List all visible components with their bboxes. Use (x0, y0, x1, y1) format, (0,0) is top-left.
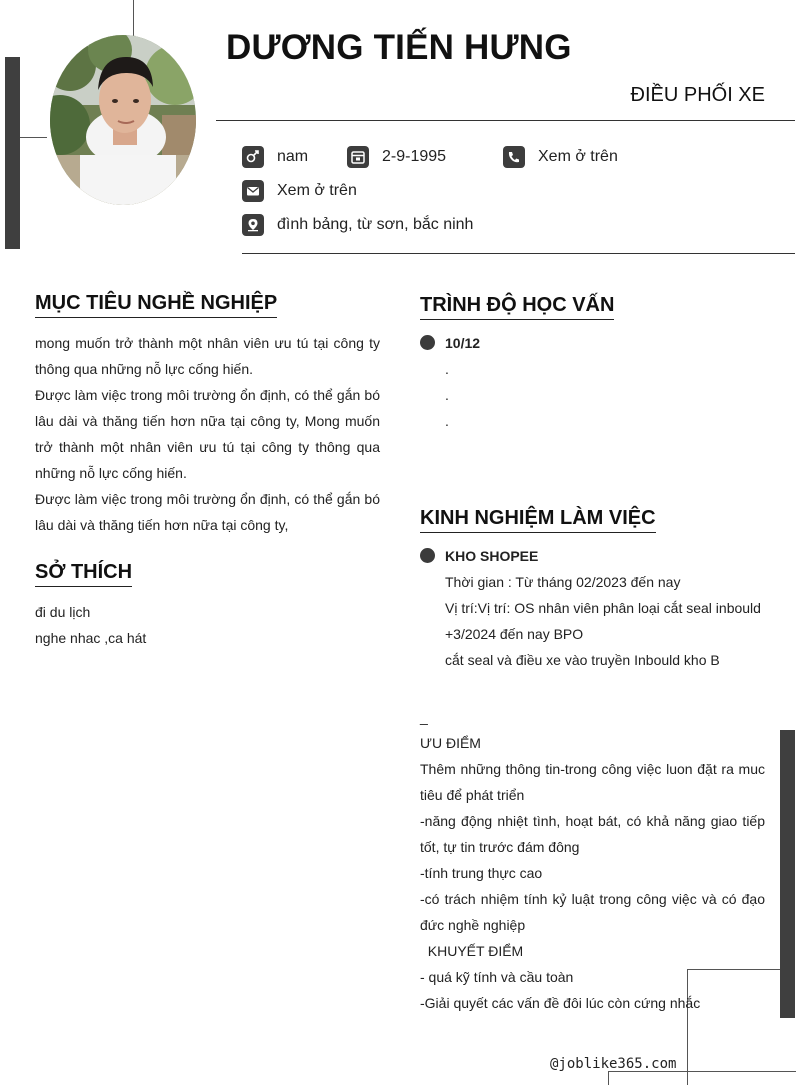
gender-icon (242, 146, 264, 168)
experience-line: cắt seal và điều xe vào truyền Inbould kho B (445, 652, 720, 668)
extra-line: ƯU ĐIỂM (420, 735, 481, 751)
gender-value: nam (277, 148, 309, 165)
education-entry-title: 10/12 (445, 335, 481, 351)
objective-paragraph: mong muốn trở thành một nhân viên ưu tú tại công ty thông qua những nỗ lực cống hiến. (35, 335, 380, 377)
extra-line: -có trách nhiệm tính kỷ luật trong công việc và có đạo đức nghề nghiệp (420, 891, 765, 933)
objective-paragraph: Được làm việc trong môi trường ổn định, có thể gắn bó lâu dài và thăng tiến hơn nữa tại công ty, Mong muốn trở thành một nhân viên ưu tú tại công ty thông qua những nỗ lực cống hiến. (35, 387, 380, 481)
extra-line: Thêm những thông tin-trong công việc luon đặt ra muc tiêu để phát triển (420, 761, 765, 803)
extra-line: - quá kỹ tính và cầu toàn (420, 969, 574, 985)
extra-line: -năng động nhiệt tình, hoạt bát, có khả năng giao tiếp tốt, tự tin trước đám đông (420, 813, 765, 855)
hobbies-title: SỞ THÍCH (35, 561, 132, 587)
hobby-item: nghe nhac ,ca hát (35, 630, 147, 646)
email-value: Xem ở trên (277, 182, 357, 199)
strengths-weaknesses (420, 704, 765, 1016)
extra-line: KHUYẾT ĐIỂM (420, 943, 524, 959)
avatar (50, 35, 196, 205)
phone-icon (503, 146, 525, 168)
birthday-value: 2-9-1995 (382, 148, 447, 165)
watermark: @joblike365.com (550, 1056, 677, 1072)
experience-company: KHO SHOPEE (445, 548, 539, 564)
corner-frame-tick (608, 1071, 609, 1085)
experience-line: Vị trí:Vị trí: OS nhân viên phân loại cắt seal inbould (445, 600, 761, 616)
experience-title: KINH NGHIỆM LÀM VIỆC (420, 507, 656, 533)
objective-text (35, 330, 380, 538)
gender-row (242, 146, 308, 168)
left-accent-bar (5, 57, 20, 249)
email-row (242, 180, 357, 202)
hobbies-list (35, 599, 380, 651)
right-accent-bar (780, 730, 795, 1018)
candidate-name: DƯƠNG TIẾN HƯNG (226, 28, 572, 67)
education-line: . (445, 361, 449, 377)
extra-line: -Giải quyết các vấn đề đôi lúc còn cứng nhắc (420, 995, 701, 1011)
header-divider (216, 120, 795, 121)
email-icon (242, 180, 264, 202)
job-title: ĐIỀU PHỐI XE (630, 84, 765, 106)
calendar-icon (347, 146, 369, 168)
education-title: TRÌNH ĐỘ HỌC VẤN (420, 294, 614, 320)
address-value: đình bảng, từ sơn, bắc ninh (277, 216, 474, 233)
objective-title: MỤC TIÊU NGHỀ NGHIỆP (35, 292, 277, 318)
education-bullet (420, 335, 435, 350)
phone-row (503, 146, 618, 168)
extra-line: -tính trung thực cao (420, 865, 543, 881)
education-entry (445, 330, 765, 434)
address-row (242, 214, 473, 236)
contact-divider (242, 253, 795, 254)
education-line: . (445, 387, 449, 403)
experience-line: +3/2024 đến nay BPO (445, 626, 584, 642)
experience-dash: _ (420, 709, 428, 725)
education-line: . (445, 413, 449, 429)
hobby-item: đi du lịch (35, 604, 91, 620)
left-connector-line (20, 137, 47, 138)
location-icon (242, 214, 264, 236)
objective-paragraph: Được làm việc trong môi trường ổn định, có thể gắn bó lâu dài và thăng tiến hơn nữa tại công ty, (35, 491, 380, 533)
birthday-row (347, 146, 446, 168)
top-connector-line (133, 0, 134, 37)
experience-bullet (420, 548, 435, 563)
experience-entry (445, 543, 775, 673)
experience-line: Thời gian : Từ tháng 02/2023 đến nay (445, 574, 681, 590)
phone-value: Xem ở trên (538, 148, 618, 165)
